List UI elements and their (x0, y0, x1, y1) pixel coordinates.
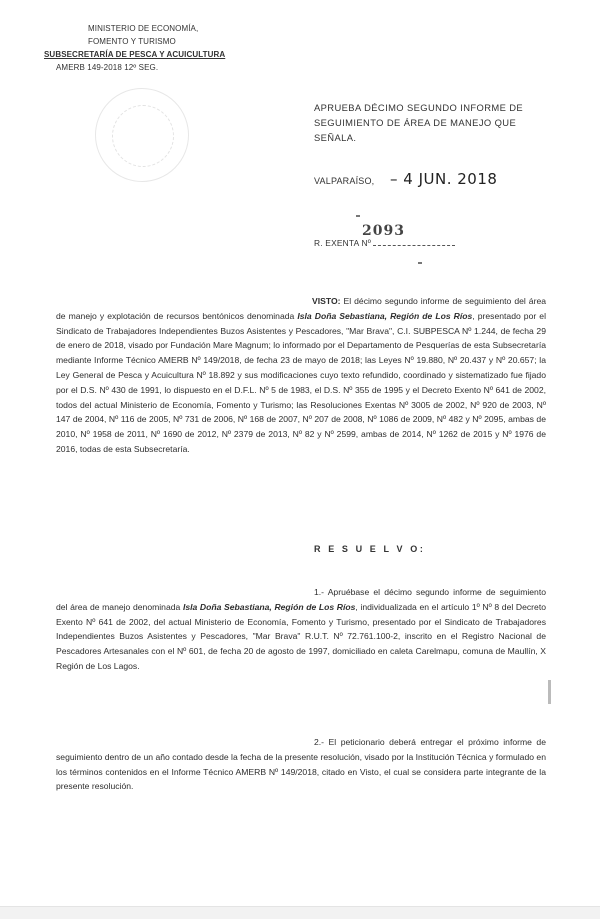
ministry-subname: FOMENTO Y TURISMO (88, 37, 176, 46)
visto-paragraph (56, 294, 546, 457)
resolution-label-text: R. EXENTA Nº (314, 238, 371, 248)
resolution-point-1 (56, 585, 546, 674)
visto-heading: VISTO: (312, 296, 341, 306)
subsecretaria-name: SUBSECRETARÍA DE PESCA Y ACUICULTURA (44, 50, 226, 59)
pen-mark (356, 215, 360, 217)
p1-text-b: , individualizada en el artículo 1º Nº 8 del Decreto Exento Nº 641 de 2002, del actual Ministerio de Economía, Fomento y Turismo, presentado por el Sindicato de Trabajadores Independientes Buzos Asistentes y Pescadores, "Mar Brava" R.U.T. Nº 72.761.100-2, inscrito en el Registro Nacional de Pescadores Artesanales con el Nº 601, de fecha 20 de agosto de 1997, domiciliado en caleta Carelmapu, comuna de Maullín, X Región de Los Lagos. (56, 601, 546, 671)
scan-footer-strip (0, 906, 600, 919)
file-reference: AMERB 149-2018 12º SEG. (56, 63, 159, 72)
stamp-seal (95, 88, 189, 182)
ministry-name: MINISTERIO DE ECONOMÍA, (88, 24, 199, 33)
resolution-number: 2093 (362, 223, 405, 239)
visto-text-a: El décimo segundo informe de seguimiento del área de manejo y explotación de recursos bentónicos denominada (56, 296, 546, 321)
margin-mark (548, 680, 551, 704)
resolution-point-2: 2.- El peticionario deberá entregar el próximo informe de seguimiento dentro de un año contado desde la fecha de la presente resolución, visado por la Institución Técnica y formulado en los términos contenidos en el Informe Técnico AMERB Nº 149/2018, citado en Visto, el cual se considera parte integrante de la presente resolución. (56, 737, 546, 792)
visto-text-b: , presentado por el Sindicato de Trabajadores Independientes Buzos Asistentes y Pescadores, "Mar Brava", C.I. SUBPESCA Nº 1.244, de fecha 29 de enero de 2018, visado por Fundación Mare Magnum; lo informado por el Departamento de Pesquerías de esta Subsecretaría mediante Informe Técnico AMERB Nº 149/2018, de fecha 23 de mayo de 2018; las Leyes Nº 19.880, Nº 20.437 y Nº 20.657; la Ley General de Pesca y Acuicultura Nº 18.892 y sus modificaciones cuyo texto refundido, coordinado y sistematizado fue fijado por el D.S. Nº 430 de 1991, lo dispuesto en el D.F.L. Nº 5 de 1983, el D.S. Nº 355 de 1995 y el Decreto Exento Nº 641 de 2002, todos del actual Ministerio de Economía, Fomento y Turismo; las Resoluciones Exentas Nº 3005 de 2002, Nº 920 de 2003, Nº 147 de 2004, Nº 116 de 2005, Nº 731 de 2006, Nº 168 de 2007, Nº 207 de 2008, Nº 1086 de 2009, Nº 482 y Nº 2095, ambas de 2010, Nº 1958 de 2011, Nº 1690 de 2012, Nº 2379 de 2013, Nº 82 y Nº 2599, ambas de 2014, Nº 1262 de 2015 y Nº 1976 de 2016, todas de esta Subsecretaría. (56, 310, 546, 454)
resuelvo-heading: R E S U E L V O: (314, 544, 426, 554)
date-stamp: – 4 JUN. 2018 (390, 170, 498, 188)
p1-area-name: Isla Doña Sebastiana, Región de Los Ríos (182, 601, 356, 612)
p1-text-a: 1.- Apruébase el décimo segundo informe de seguimiento del área de manejo denominada (56, 587, 546, 612)
document-title: APRUEBA DÉCIMO SEGUNDO INFORME DE SEGUIMIENTO DE ÁREA DE MANEJO QUE SEÑALA. (314, 102, 524, 143)
resolution-label (314, 238, 455, 248)
visto-area-name: Isla Doña Sebastiana, Región de Los Ríos (297, 310, 473, 321)
pen-mark-2 (418, 262, 422, 264)
place-label: VALPARAÍSO, (314, 176, 375, 186)
